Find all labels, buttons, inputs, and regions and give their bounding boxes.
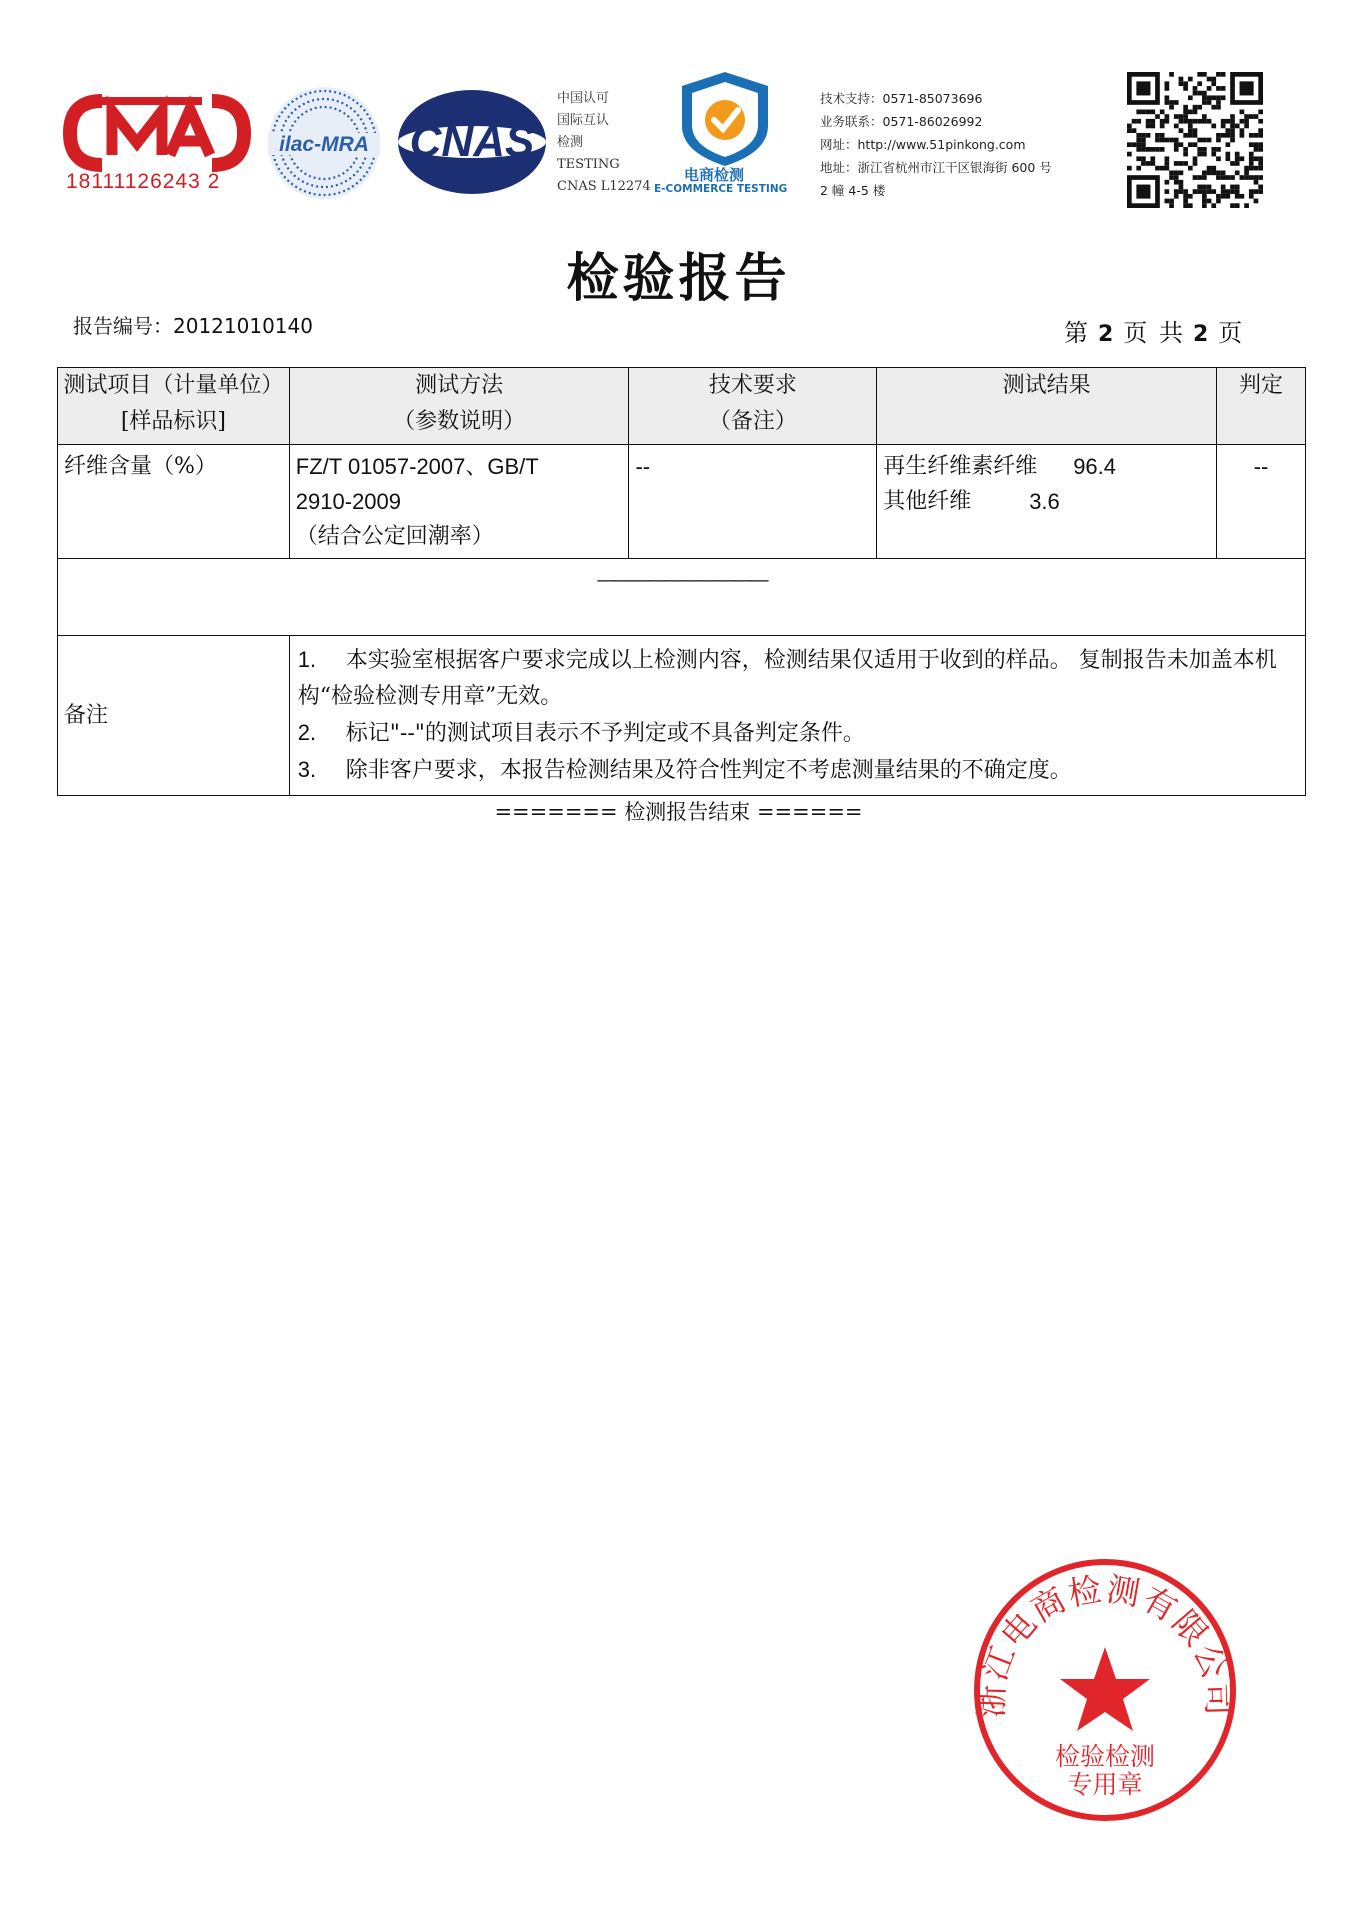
result-value: 3.6 <box>1029 489 1060 514</box>
note-item <box>298 752 1297 789</box>
page-mid2: 共 <box>1158 319 1185 347</box>
ecommerce-testing-subtitle: E-COMMERCE TESTING <box>654 183 788 195</box>
cnas-line: 国际互认 <box>557 113 610 128</box>
result-value: 96.4 <box>1073 454 1117 479</box>
header-line: 测试方法 <box>415 373 504 398</box>
divider-row <box>58 559 1306 636</box>
contact-line: 技术支持：0571-85073696 <box>820 91 983 106</box>
judgement-text: -- <box>1253 454 1269 479</box>
stamp-line1: 检验检测 <box>1054 1742 1156 1771</box>
page-mid: 页 <box>1123 319 1150 347</box>
header-line: 测试项目（计量单位） <box>63 373 284 398</box>
header-judgement <box>1217 368 1306 445</box>
table-row <box>58 445 1306 559</box>
note-item <box>298 715 1297 752</box>
header-test-method <box>289 368 629 445</box>
divider-cell <box>58 559 1306 636</box>
note-number: 2. <box>297 720 317 745</box>
cma-number: 18111126243 2 <box>66 170 221 193</box>
cnas-line: TESTING <box>557 157 620 172</box>
note-text: 除非客户要求，本报告检测结果及符合性判定不考虑测量结果的不确定度。 <box>345 758 1072 783</box>
ilac-mra-logo <box>266 85 382 201</box>
stamp-line2: 专用章 <box>1067 1770 1143 1799</box>
ilac-text: ilac-MRA <box>279 133 369 156</box>
header-requirement <box>629 368 877 445</box>
result-label: 其他纤维 <box>883 489 972 514</box>
cnas-text: CNAS <box>409 117 535 166</box>
contact-line: 地址：浙江省杭州市江干区银海街 600 号 <box>820 160 1052 175</box>
header-line: [样品标识] <box>120 409 226 434</box>
notes-row <box>58 636 1306 796</box>
item-text: 纤维含量（%） <box>64 454 217 479</box>
official-stamp <box>970 1555 1240 1825</box>
note-text: 本实验室根据客户要求完成以上检测内容，检测结果仅适用于收到的样品。 复制报告未加盖本机构“检验检测专用章”无效。 <box>297 648 1277 709</box>
notes-label: 备注 <box>64 703 109 728</box>
cnas-line: CNAS L12274 <box>557 179 651 194</box>
report-number: 报告编号：20121010140 <box>73 314 313 338</box>
header-line: （备注） <box>708 409 797 434</box>
header-test-item <box>58 368 290 445</box>
notes-label-cell <box>58 636 290 796</box>
report-end-line: ======= 检测报告结束 ====== <box>494 800 863 824</box>
method-line: （结合公定回潮率） <box>295 524 494 549</box>
header-line: 测试结果 <box>1002 373 1091 398</box>
notes-cell <box>289 636 1305 796</box>
ecommerce-testing-name: 电商检测 <box>684 166 745 184</box>
page-suffix: 页 <box>1218 319 1245 347</box>
document-title: 检验报告 <box>566 249 791 309</box>
contact-info <box>820 87 1052 202</box>
method-line: 2910-2009 <box>295 489 402 514</box>
table-header-row <box>58 368 1306 445</box>
cell-result <box>877 445 1217 559</box>
cnas-logo <box>396 88 548 196</box>
page-total: 2 <box>1192 322 1211 347</box>
cell-item <box>58 445 290 559</box>
header-line: 技术要求 <box>708 373 797 398</box>
page-indicator <box>1064 313 1244 348</box>
header-result <box>877 368 1217 445</box>
cell-requirement <box>629 445 877 559</box>
header-line: 判定 <box>1239 373 1284 398</box>
header-line: （参数说明） <box>393 409 526 434</box>
stamp-arc-text: 浙江电商检测有限公司 <box>971 1569 1239 1719</box>
note-number: 1. <box>297 647 317 672</box>
result-label: 再生纤维素纤维 <box>883 454 1038 479</box>
divider-line: —————————— <box>596 567 767 591</box>
cnas-line: 中国认可 <box>557 91 610 106</box>
contact-line: 2 幢 4-5 楼 <box>820 183 886 198</box>
page-current: 2 <box>1098 322 1116 347</box>
note-number: 3. <box>297 757 317 782</box>
page-prefix: 第 <box>1064 319 1090 347</box>
cnas-accreditation-text <box>557 88 651 198</box>
cnas-line: 检测 <box>557 135 584 150</box>
note-item <box>298 642 1297 715</box>
note-text: 标记"--"的测试项目表示不予判定或不具备判定条件。 <box>345 721 865 746</box>
qr-code-icon <box>1127 72 1263 208</box>
cell-method <box>289 445 629 559</box>
requirement-text: -- <box>635 454 651 479</box>
results-table <box>57 367 1306 796</box>
result-line <box>883 449 1210 484</box>
contact-line: 网址：http://www.51pinkong.com <box>820 137 1026 152</box>
contact-line: 业务联系：0571-86026992 <box>820 114 983 129</box>
result-line <box>883 484 1210 519</box>
star-icon <box>1060 1647 1150 1731</box>
method-line: FZ/T 01057-2007、GB/T <box>295 454 539 479</box>
cell-judgement <box>1217 445 1306 559</box>
